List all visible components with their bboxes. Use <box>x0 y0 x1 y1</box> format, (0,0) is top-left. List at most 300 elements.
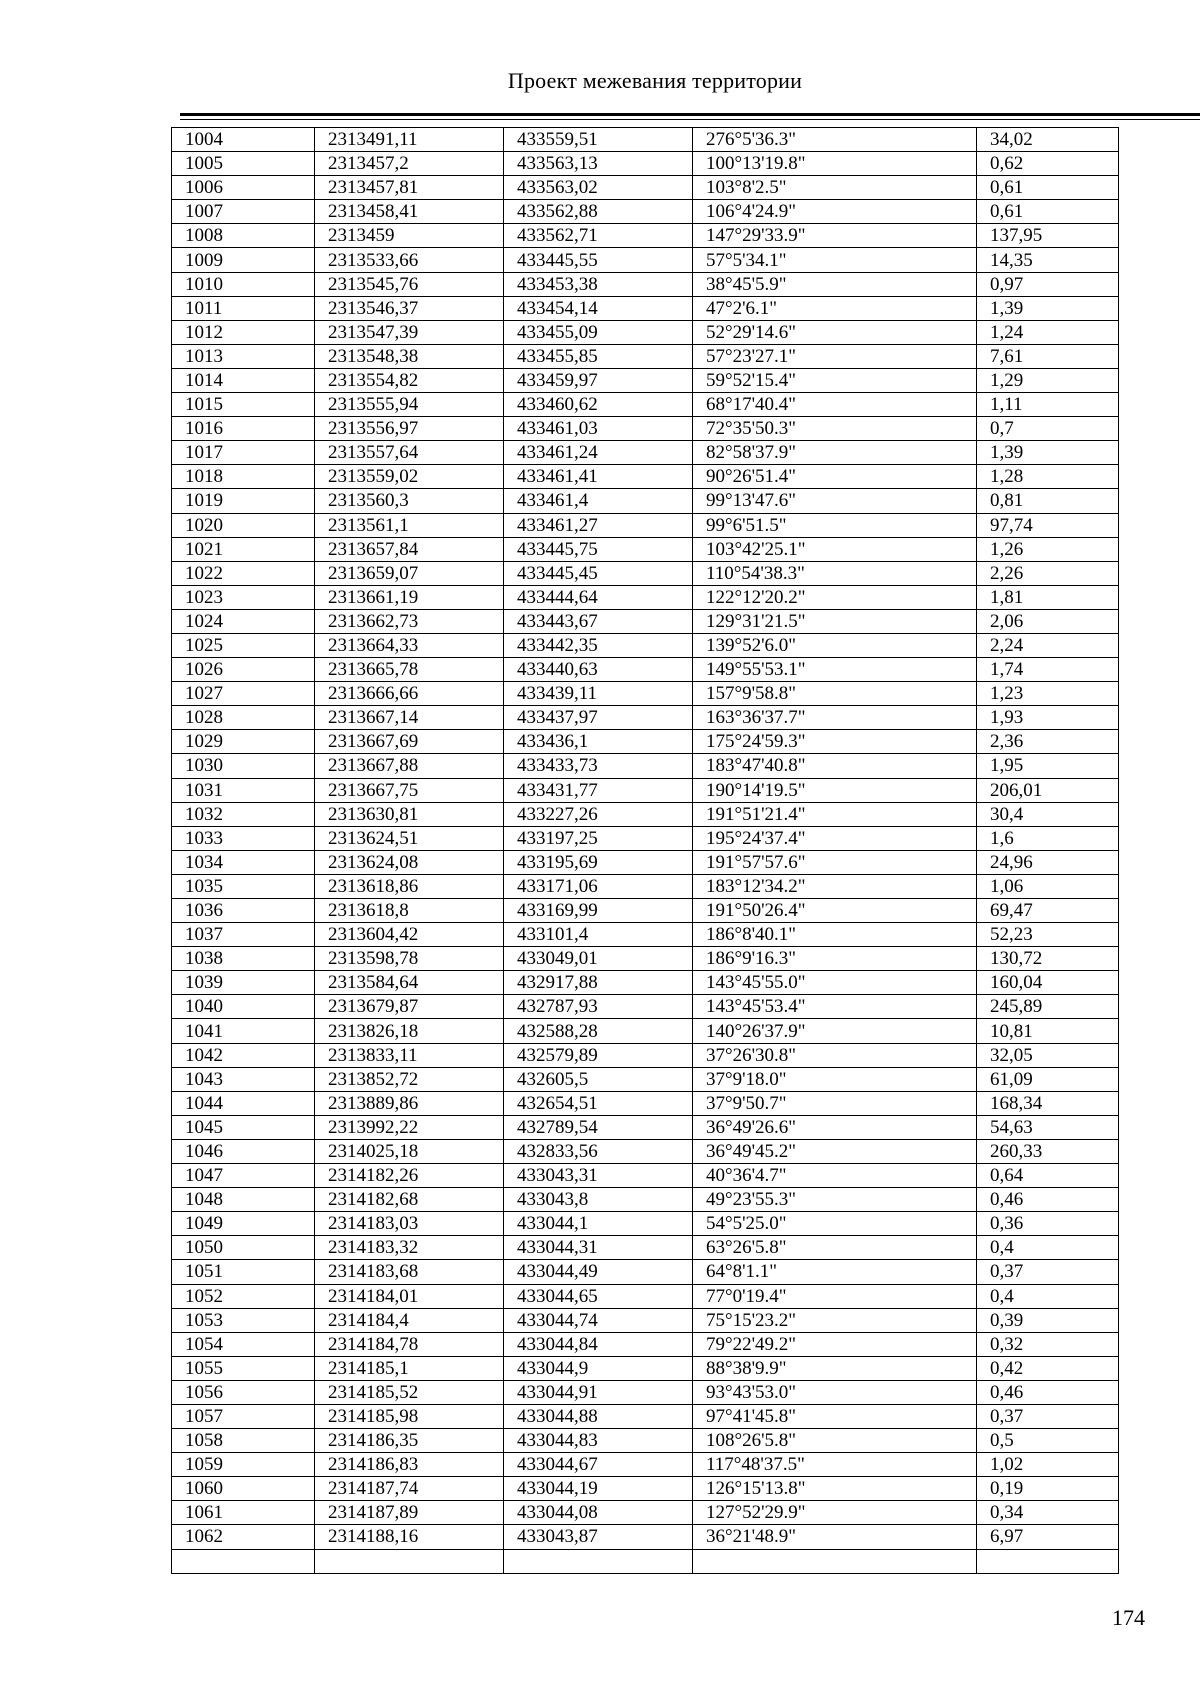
y-coordinate-cell: 432579,89 <box>504 1043 693 1067</box>
y-coordinate-cell: 433461,41 <box>504 465 693 489</box>
x-coordinate-cell: 2314186,35 <box>315 1429 504 1453</box>
y-coordinate-cell: 433445,45 <box>504 561 693 585</box>
direction-angle-cell: 126°15'13.8" <box>693 1477 977 1501</box>
table-row <box>172 1525 1119 1549</box>
point-number-cell: 1049 <box>172 1212 315 1236</box>
y-coordinate-cell: 433562,71 <box>504 224 693 248</box>
y-coordinate-cell: 433044,83 <box>504 1429 693 1453</box>
table-row <box>172 995 1119 1019</box>
point-number-cell: 1022 <box>172 561 315 585</box>
table-row <box>172 224 1119 248</box>
direction-angle-cell: 186°8'40.1" <box>693 923 977 947</box>
distance-cell: 14,35 <box>977 248 1119 272</box>
table-row <box>172 489 1119 513</box>
point-number-cell: 1037 <box>172 923 315 947</box>
distance-cell: 0,61 <box>977 200 1119 224</box>
table-row <box>172 850 1119 874</box>
distance-cell: 245,89 <box>977 995 1119 1019</box>
point-number-cell: 1027 <box>172 682 315 706</box>
y-coordinate-cell: 433044,31 <box>504 1236 693 1260</box>
point-number-cell: 1021 <box>172 537 315 561</box>
x-coordinate-cell: 2313598,78 <box>315 947 504 971</box>
distance-cell: 260,33 <box>977 1139 1119 1163</box>
point-number-cell: 1024 <box>172 609 315 633</box>
point-number-cell: 1008 <box>172 224 315 248</box>
table-row <box>172 971 1119 995</box>
y-coordinate-cell: 433433,73 <box>504 754 693 778</box>
x-coordinate-cell: 2313548,38 <box>315 344 504 368</box>
direction-angle-cell: 103°8'2.5" <box>693 176 977 200</box>
distance-cell: 1,11 <box>977 393 1119 417</box>
direction-angle-cell: 82°58'37.9" <box>693 441 977 465</box>
y-coordinate-cell: 433439,11 <box>504 682 693 706</box>
x-coordinate-cell: 2313624,08 <box>315 850 504 874</box>
distance-cell: 0,34 <box>977 1501 1119 1525</box>
distance-cell: 34,02 <box>977 128 1119 152</box>
table-row <box>172 874 1119 898</box>
y-coordinate-cell: 433431,77 <box>504 778 693 802</box>
distance-cell: 0,42 <box>977 1356 1119 1380</box>
y-coordinate-cell: 433169,99 <box>504 899 693 923</box>
point-number-cell: 1062 <box>172 1525 315 1549</box>
point-number-cell: 1010 <box>172 272 315 296</box>
x-coordinate-cell: 2314184,78 <box>315 1332 504 1356</box>
x-coordinate-cell: 2313556,97 <box>315 417 504 441</box>
distance-cell: 32,05 <box>977 1043 1119 1067</box>
direction-angle-cell: 68°17'40.4" <box>693 393 977 417</box>
direction-angle-cell: 99°6'51.5" <box>693 513 977 537</box>
direction-angle-cell: 100°13'19.8" <box>693 152 977 176</box>
distance-cell: 130,72 <box>977 947 1119 971</box>
direction-angle-cell: 122°12'20.2" <box>693 585 977 609</box>
point-number-cell: 1017 <box>172 441 315 465</box>
table-row <box>172 585 1119 609</box>
direction-angle-cell: 38°45'5.9" <box>693 272 977 296</box>
y-coordinate-cell: 433559,51 <box>504 128 693 152</box>
x-coordinate-cell: 2313554,82 <box>315 368 504 392</box>
direction-angle-cell: 140°26'37.9" <box>693 1019 977 1043</box>
direction-angle-cell: 191°50'26.4" <box>693 899 977 923</box>
point-number-cell: 1039 <box>172 971 315 995</box>
y-coordinate-cell: 432917,88 <box>504 971 693 995</box>
x-coordinate-cell: 2314183,03 <box>315 1212 504 1236</box>
x-coordinate-cell: 2313667,14 <box>315 706 504 730</box>
direction-angle-cell: 143°45'53.4" <box>693 995 977 1019</box>
table-row <box>172 248 1119 272</box>
x-coordinate-cell: 2314187,89 <box>315 1501 504 1525</box>
distance-cell: 61,09 <box>977 1067 1119 1091</box>
x-coordinate-cell: 2313665,78 <box>315 658 504 682</box>
point-number-cell: 1011 <box>172 296 315 320</box>
table-row <box>172 1501 1119 1525</box>
distance-cell: 0,19 <box>977 1477 1119 1501</box>
y-coordinate-cell: 433044,74 <box>504 1308 693 1332</box>
table-row <box>172 778 1119 802</box>
distance-cell: 160,04 <box>977 971 1119 995</box>
y-coordinate-cell: 433195,69 <box>504 850 693 874</box>
point-number-cell: 1059 <box>172 1453 315 1477</box>
point-number-cell: 1007 <box>172 200 315 224</box>
y-coordinate-cell: 433437,97 <box>504 706 693 730</box>
direction-angle-cell: 59°52'15.4" <box>693 368 977 392</box>
table-row <box>172 923 1119 947</box>
x-coordinate-cell: 2314186,83 <box>315 1453 504 1477</box>
point-number-cell: 1040 <box>172 995 315 1019</box>
y-coordinate-cell: 433044,67 <box>504 1453 693 1477</box>
x-coordinate-cell: 2313557,64 <box>315 441 504 465</box>
table-row <box>172 152 1119 176</box>
y-coordinate-cell: 433443,67 <box>504 609 693 633</box>
y-coordinate-cell: 433445,75 <box>504 537 693 561</box>
distance-cell: 24,96 <box>977 850 1119 874</box>
x-coordinate-cell: 2313662,73 <box>315 609 504 633</box>
x-coordinate-cell: 2314182,68 <box>315 1188 504 1212</box>
x-coordinate-cell: 2313584,64 <box>315 971 504 995</box>
table-row <box>172 1188 1119 1212</box>
coordinates-table-body <box>172 128 1119 1574</box>
x-coordinate-cell: 2313457,81 <box>315 176 504 200</box>
distance-cell: 0,7 <box>977 417 1119 441</box>
point-number-cell: 1031 <box>172 778 315 802</box>
x-coordinate-cell: 2313679,87 <box>315 995 504 1019</box>
header-rule-thin <box>180 119 1200 120</box>
direction-angle-cell: 57°23'27.1" <box>693 344 977 368</box>
table-row <box>172 609 1119 633</box>
distance-cell: 1,29 <box>977 368 1119 392</box>
point-number-cell: 1036 <box>172 899 315 923</box>
y-coordinate-cell: 432787,93 <box>504 995 693 1019</box>
x-coordinate-cell: 2313826,18 <box>315 1019 504 1043</box>
distance-cell: 1,74 <box>977 658 1119 682</box>
direction-angle-cell: 147°29'33.9" <box>693 224 977 248</box>
point-number-cell: 1004 <box>172 128 315 152</box>
distance-cell: 0,46 <box>977 1380 1119 1404</box>
x-coordinate-cell: 2313992,22 <box>315 1115 504 1139</box>
direction-angle-cell: 36°49'45.2" <box>693 1139 977 1163</box>
y-coordinate-cell: 433454,14 <box>504 296 693 320</box>
point-number-cell: 1055 <box>172 1356 315 1380</box>
y-coordinate-cell: 433455,85 <box>504 344 693 368</box>
table-row <box>172 1477 1119 1501</box>
distance-cell: 7,61 <box>977 344 1119 368</box>
point-number-cell: 1058 <box>172 1429 315 1453</box>
y-coordinate-cell: 432605,5 <box>504 1067 693 1091</box>
table-row <box>172 802 1119 826</box>
point-number-cell: 1038 <box>172 947 315 971</box>
direction-angle-cell: 40°36'4.7" <box>693 1164 977 1188</box>
y-coordinate-cell: 433461,4 <box>504 489 693 513</box>
table-row <box>172 1356 1119 1380</box>
distance-cell: 6,97 <box>977 1525 1119 1549</box>
direction-angle-cell: 117°48'37.5" <box>693 1453 977 1477</box>
distance-cell: 168,34 <box>977 1091 1119 1115</box>
direction-angle-cell: 139°52'6.0" <box>693 633 977 657</box>
point-number-cell: 1053 <box>172 1308 315 1332</box>
y-coordinate-cell: 433044,08 <box>504 1501 693 1525</box>
point-number-cell: 1054 <box>172 1332 315 1356</box>
distance-cell: 1,06 <box>977 874 1119 898</box>
table-row <box>172 441 1119 465</box>
distance-cell: 69,47 <box>977 899 1119 923</box>
x-coordinate-cell: 2313533,66 <box>315 248 504 272</box>
x-coordinate-cell: 2313604,42 <box>315 923 504 947</box>
point-number-cell: 1029 <box>172 730 315 754</box>
distance-cell: 137,95 <box>977 224 1119 248</box>
y-coordinate-cell: 433101,4 <box>504 923 693 947</box>
point-number-cell: 1023 <box>172 585 315 609</box>
x-coordinate-cell: 2313547,39 <box>315 320 504 344</box>
x-coordinate-cell: 2313457,2 <box>315 152 504 176</box>
distance-cell: 0,36 <box>977 1212 1119 1236</box>
x-coordinate-cell: 2314184,4 <box>315 1308 504 1332</box>
table-row <box>172 1236 1119 1260</box>
point-number-cell: 1046 <box>172 1139 315 1163</box>
x-coordinate-cell: 2313852,72 <box>315 1067 504 1091</box>
direction-angle-cell <box>693 1549 977 1573</box>
direction-angle-cell: 90°26'51.4" <box>693 465 977 489</box>
direction-angle-cell: 163°36'37.7" <box>693 706 977 730</box>
direction-angle-cell: 149°55'53.1" <box>693 658 977 682</box>
table-row <box>172 513 1119 537</box>
distance-cell: 0,4 <box>977 1236 1119 1260</box>
table-row <box>172 754 1119 778</box>
x-coordinate-cell: 2314185,52 <box>315 1380 504 1404</box>
x-coordinate-cell: 2313630,81 <box>315 802 504 826</box>
y-coordinate-cell: 432588,28 <box>504 1019 693 1043</box>
point-number-cell: 1060 <box>172 1477 315 1501</box>
direction-angle-cell: 106°4'24.9" <box>693 200 977 224</box>
distance-cell: 1,02 <box>977 1453 1119 1477</box>
table-row <box>172 296 1119 320</box>
table-row <box>172 1212 1119 1236</box>
direction-angle-cell: 37°26'30.8" <box>693 1043 977 1067</box>
table-row <box>172 417 1119 441</box>
x-coordinate-cell: 2313545,76 <box>315 272 504 296</box>
distance-cell: 0,39 <box>977 1308 1119 1332</box>
point-number-cell: 1035 <box>172 874 315 898</box>
x-coordinate-cell: 2313666,66 <box>315 682 504 706</box>
direction-angle-cell: 37°9'18.0" <box>693 1067 977 1091</box>
point-number-cell: 1051 <box>172 1260 315 1284</box>
y-coordinate-cell: 433445,55 <box>504 248 693 272</box>
point-number-cell: 1006 <box>172 176 315 200</box>
table-row <box>172 706 1119 730</box>
distance-cell: 1,28 <box>977 465 1119 489</box>
direction-angle-cell: 52°29'14.6" <box>693 320 977 344</box>
y-coordinate-cell: 432833,56 <box>504 1139 693 1163</box>
x-coordinate-cell: 2314185,98 <box>315 1404 504 1428</box>
distance-cell: 2,06 <box>977 609 1119 633</box>
y-coordinate-cell: 433044,9 <box>504 1356 693 1380</box>
distance-cell: 0,61 <box>977 176 1119 200</box>
x-coordinate-cell: 2313667,69 <box>315 730 504 754</box>
table-row <box>172 1332 1119 1356</box>
distance-cell: 1,39 <box>977 441 1119 465</box>
distance-cell: 0,81 <box>977 489 1119 513</box>
x-coordinate-cell: 2313459 <box>315 224 504 248</box>
header-rule-thick <box>180 113 1200 116</box>
table-row <box>172 899 1119 923</box>
coordinates-table <box>171 127 1119 1574</box>
point-number-cell: 1019 <box>172 489 315 513</box>
distance-cell: 0,62 <box>977 152 1119 176</box>
x-coordinate-cell: 2313661,19 <box>315 585 504 609</box>
x-coordinate-cell: 2314184,01 <box>315 1284 504 1308</box>
point-number-cell: 1015 <box>172 393 315 417</box>
distance-cell: 0,64 <box>977 1164 1119 1188</box>
table-row <box>172 368 1119 392</box>
table-row <box>172 128 1119 152</box>
y-coordinate-cell: 433453,38 <box>504 272 693 296</box>
direction-angle-cell: 63°26'5.8" <box>693 1236 977 1260</box>
x-coordinate-cell: 2313560,3 <box>315 489 504 513</box>
x-coordinate-cell: 2313618,86 <box>315 874 504 898</box>
x-coordinate-cell: 2313561,1 <box>315 513 504 537</box>
table-row <box>172 1380 1119 1404</box>
y-coordinate-cell: 433049,01 <box>504 947 693 971</box>
direction-angle-cell: 191°51'21.4" <box>693 802 977 826</box>
point-number-cell: 1048 <box>172 1188 315 1212</box>
direction-angle-cell: 77°0'19.4" <box>693 1284 977 1308</box>
y-coordinate-cell: 433455,09 <box>504 320 693 344</box>
y-coordinate-cell: 433171,06 <box>504 874 693 898</box>
direction-angle-cell: 276°5'36.3" <box>693 128 977 152</box>
point-number-cell: 1034 <box>172 850 315 874</box>
distance-cell: 1,23 <box>977 682 1119 706</box>
table-row <box>172 730 1119 754</box>
x-coordinate-cell: 2313657,84 <box>315 537 504 561</box>
x-coordinate-cell: 2314187,74 <box>315 1477 504 1501</box>
table-row <box>172 1429 1119 1453</box>
table-row <box>172 1091 1119 1115</box>
y-coordinate-cell: 433461,24 <box>504 441 693 465</box>
x-coordinate-cell: 2314182,26 <box>315 1164 504 1188</box>
y-coordinate-cell: 433044,49 <box>504 1260 693 1284</box>
distance-cell: 1,95 <box>977 754 1119 778</box>
table-row <box>172 658 1119 682</box>
point-number-cell: 1033 <box>172 826 315 850</box>
y-coordinate-cell: 432654,51 <box>504 1091 693 1115</box>
table-row <box>172 200 1119 224</box>
x-coordinate-cell: 2313667,75 <box>315 778 504 802</box>
distance-cell: 0,32 <box>977 1332 1119 1356</box>
table-row <box>172 1404 1119 1428</box>
y-coordinate-cell: 433044,84 <box>504 1332 693 1356</box>
point-number-cell: 1025 <box>172 633 315 657</box>
point-number-cell: 1030 <box>172 754 315 778</box>
table-row <box>172 826 1119 850</box>
distance-cell: 0,37 <box>977 1404 1119 1428</box>
y-coordinate-cell: 433442,35 <box>504 633 693 657</box>
y-coordinate-cell: 433459,97 <box>504 368 693 392</box>
point-number-cell: 1005 <box>172 152 315 176</box>
point-number-cell: 1009 <box>172 248 315 272</box>
direction-angle-cell: 191°57'57.6" <box>693 850 977 874</box>
distance-cell: 97,74 <box>977 513 1119 537</box>
x-coordinate-cell: 2314025,18 <box>315 1139 504 1163</box>
direction-angle-cell: 108°26'5.8" <box>693 1429 977 1453</box>
direction-angle-cell: 54°5'25.0" <box>693 1212 977 1236</box>
table-row <box>172 1139 1119 1163</box>
distance-cell: 0,37 <box>977 1260 1119 1284</box>
page-number: 174 <box>1112 1605 1145 1630</box>
direction-angle-cell: 49°23'55.3" <box>693 1188 977 1212</box>
point-number-cell: 1050 <box>172 1236 315 1260</box>
table-row <box>172 1067 1119 1091</box>
distance-cell: 54,63 <box>977 1115 1119 1139</box>
direction-angle-cell: 72°35'50.3" <box>693 417 977 441</box>
distance-cell: 1,93 <box>977 706 1119 730</box>
point-number-cell: 1057 <box>172 1404 315 1428</box>
table-row <box>172 1115 1119 1139</box>
table-row <box>172 561 1119 585</box>
x-coordinate-cell: 2313546,37 <box>315 296 504 320</box>
table-row <box>172 320 1119 344</box>
y-coordinate-cell: 433563,02 <box>504 176 693 200</box>
point-number-cell: 1013 <box>172 344 315 368</box>
table-row <box>172 465 1119 489</box>
x-coordinate-cell: 2314183,68 <box>315 1260 504 1284</box>
distance-cell: 52,23 <box>977 923 1119 947</box>
distance-cell: 1,26 <box>977 537 1119 561</box>
point-number-cell: 1052 <box>172 1284 315 1308</box>
distance-cell: 1,24 <box>977 320 1119 344</box>
y-coordinate-cell: 433044,65 <box>504 1284 693 1308</box>
direction-angle-cell: 99°13'47.6" <box>693 489 977 513</box>
y-coordinate-cell: 433044,1 <box>504 1212 693 1236</box>
distance-cell <box>977 1549 1119 1573</box>
y-coordinate-cell: 433044,19 <box>504 1477 693 1501</box>
table-row <box>172 1308 1119 1332</box>
x-coordinate-cell: 2313458,41 <box>315 200 504 224</box>
table-row <box>172 1453 1119 1477</box>
point-number-cell: 1047 <box>172 1164 315 1188</box>
direction-angle-cell: 75°15'23.2" <box>693 1308 977 1332</box>
y-coordinate-cell: 433461,27 <box>504 513 693 537</box>
direction-angle-cell: 183°12'34.2" <box>693 874 977 898</box>
direction-angle-cell: 97°41'45.8" <box>693 1404 977 1428</box>
y-coordinate-cell: 433563,13 <box>504 152 693 176</box>
point-number-cell: 1056 <box>172 1380 315 1404</box>
direction-angle-cell: 57°5'34.1" <box>693 248 977 272</box>
x-coordinate-cell: 2313624,51 <box>315 826 504 850</box>
point-number-cell: 1061 <box>172 1501 315 1525</box>
x-coordinate-cell: 2313491,11 <box>315 128 504 152</box>
point-number-cell: 1026 <box>172 658 315 682</box>
point-number-cell: 1028 <box>172 706 315 730</box>
table-row <box>172 633 1119 657</box>
y-coordinate-cell: 433197,25 <box>504 826 693 850</box>
distance-cell: 2,24 <box>977 633 1119 657</box>
point-number-cell: 1032 <box>172 802 315 826</box>
distance-cell: 1,6 <box>977 826 1119 850</box>
distance-cell: 2,36 <box>977 730 1119 754</box>
table-row <box>172 537 1119 561</box>
direction-angle-cell: 103°42'25.1" <box>693 537 977 561</box>
x-coordinate-cell: 2313555,94 <box>315 393 504 417</box>
y-coordinate-cell <box>504 1549 693 1573</box>
x-coordinate-cell: 2313559,02 <box>315 465 504 489</box>
x-coordinate-cell: 2313667,88 <box>315 754 504 778</box>
point-number-cell: 1014 <box>172 368 315 392</box>
distance-cell: 0,97 <box>977 272 1119 296</box>
table-row <box>172 393 1119 417</box>
distance-cell: 0,4 <box>977 1284 1119 1308</box>
direction-angle-cell: 175°24'59.3" <box>693 730 977 754</box>
x-coordinate-cell: 2313659,07 <box>315 561 504 585</box>
distance-cell: 30,4 <box>977 802 1119 826</box>
y-coordinate-cell: 433227,26 <box>504 802 693 826</box>
